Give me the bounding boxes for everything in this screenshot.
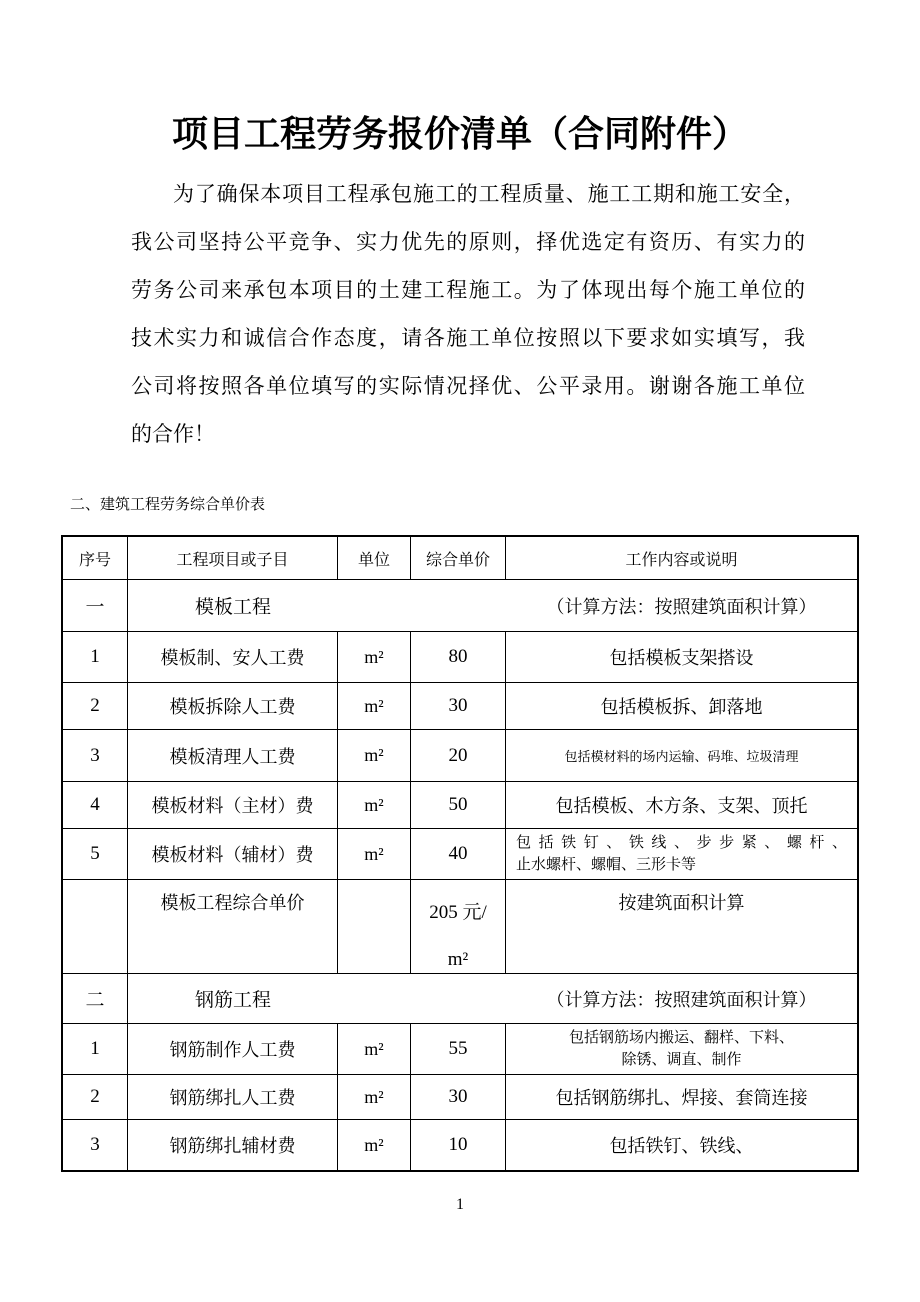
price-cell: 20 [411,730,506,781]
item-name-cell: 钢筋制作人工费 [128,1024,338,1074]
price-cell: 10 [411,1120,506,1170]
description-line: 止水螺杆、螺帽、三形卡等 [516,857,697,873]
paragraph-line: 我公司坚持公平竞争、实力优先的原则，择优选定有资历、有实力的 [131,230,805,254]
price-table [61,535,859,1172]
item-name-cell: 模板拆除人工费 [128,683,338,729]
price-cell [411,880,506,973]
page-title: 项目工程劳务报价清单（合同附件） [171,114,748,154]
price-cell: 80 [411,632,506,682]
price-cell: 40 [411,829,506,879]
unit-cell: m² [338,1075,411,1119]
description-line: 包括钢筋场内搬运、翻样、下料、 [568,1030,794,1046]
description-line: 除锈、调直、制作 [621,1052,742,1068]
column-header: 综合单价 [411,537,506,579]
section-name: 模板工程 [194,597,271,618]
unit-cell [338,880,411,973]
price-cell: 50 [411,782,506,828]
table-row [63,782,857,829]
unit-cell: m² [338,632,411,682]
body-paragraph [131,170,805,458]
item-name-cell: 钢筋绑扎辅材费 [128,1120,338,1170]
price-lines [411,889,505,973]
table-row [63,632,857,683]
price-cell: 30 [411,1075,506,1119]
price-cell: 55 [411,1024,506,1074]
description-lines [516,1027,847,1071]
unit-cell: m² [338,1024,411,1074]
item-name-cell: 模板清理人工费 [128,730,338,781]
item-name-cell: 模板材料（主材）费 [128,782,338,828]
section-note: （计算方法：按照建筑面积计算） [546,596,817,617]
row-number-cell: 4 [63,782,128,828]
section-heading: 二、建筑工程劳务综合单价表 [70,497,266,513]
unit-cell: m² [338,683,411,729]
section-note: （计算方法：按照建筑面积计算） [546,989,817,1010]
table-row [63,1075,857,1120]
paragraph-line: 劳务公司来承包本项目的土建工程施工。为了体现出每个施工单位的 [131,278,805,302]
section-name: 钢筋工程 [194,990,271,1011]
row-number-cell: 3 [63,730,128,781]
price-line: m² [447,949,469,970]
row-number-cell: 一 [63,580,128,631]
paragraph-line: 技术实力和诚信合作态度，请各施工单位按照以下要求如实填写，我 [131,326,805,350]
description-cell [506,829,857,879]
description-line: 包括铁钉、铁线、步步紧、螺杆、 [516,835,847,851]
description-cell [506,1024,857,1074]
column-header: 工程项目或子目 [128,537,338,579]
table-row [63,829,857,880]
table-row [63,1120,857,1170]
item-name-cell: 模板材料（辅材）费 [128,829,338,879]
column-header: 序号 [63,537,128,579]
price-line: 205 元/ [429,902,487,923]
table-header-row [63,537,857,580]
table-row [63,880,857,974]
row-number-cell: 2 [63,683,128,729]
description-cell: 按建筑面积计算 [618,893,745,913]
column-header: 单位 [338,537,411,579]
row-number-cell: 1 [63,1024,128,1074]
row-number-cell: 5 [63,829,128,879]
unit-cell: m² [338,730,411,781]
row-number-cell: 1 [63,632,128,682]
table-row [63,683,857,730]
table-row [63,974,857,1024]
row-number-cell: 2 [63,1075,128,1119]
row-number-cell [63,880,128,973]
description-cell: 包括铁钉、铁线、 [609,1136,754,1156]
price-cell: 30 [411,683,506,729]
description-lines [516,832,847,876]
row-number-cell: 3 [63,1120,128,1170]
description-cell: 包括模材料的场内运输、码堆、垃圾清理 [564,749,799,764]
unit-cell: m² [338,829,411,879]
description-cell: 包括模板支架搭设 [609,648,754,668]
item-name-cell: 模板制、安人工费 [128,632,338,682]
section-merged-cell [128,580,857,631]
section-merged-cell [128,974,857,1023]
page-number: 1 [456,1196,464,1213]
unit-cell: m² [338,782,411,828]
table-row [63,1024,857,1075]
description-cell: 包括钢筋绑扎、焊接、套筒连接 [555,1088,808,1108]
table-row [63,730,857,782]
row-number-cell: 二 [63,974,128,1023]
description-cell: 包括模板拆、卸落地 [600,697,763,717]
column-header: 工作内容或说明 [625,551,738,569]
paragraph-line: 公司将按照各单位填写的实际情况择优、公平录用。谢谢各施工单位 [131,374,805,398]
description-cell: 包括模板、木方条、支架、顶托 [555,796,808,816]
paragraph-line: 为了确保本项目工程承包施工的工程质量、施工工期和施工安全， [173,182,805,206]
item-name-cell: 钢筋绑扎人工费 [128,1075,338,1119]
paragraph-line: 的合作！ [131,422,215,446]
item-name-cell: 模板工程综合单价 [128,880,338,973]
table-row [63,580,857,632]
unit-cell: m² [338,1120,411,1170]
